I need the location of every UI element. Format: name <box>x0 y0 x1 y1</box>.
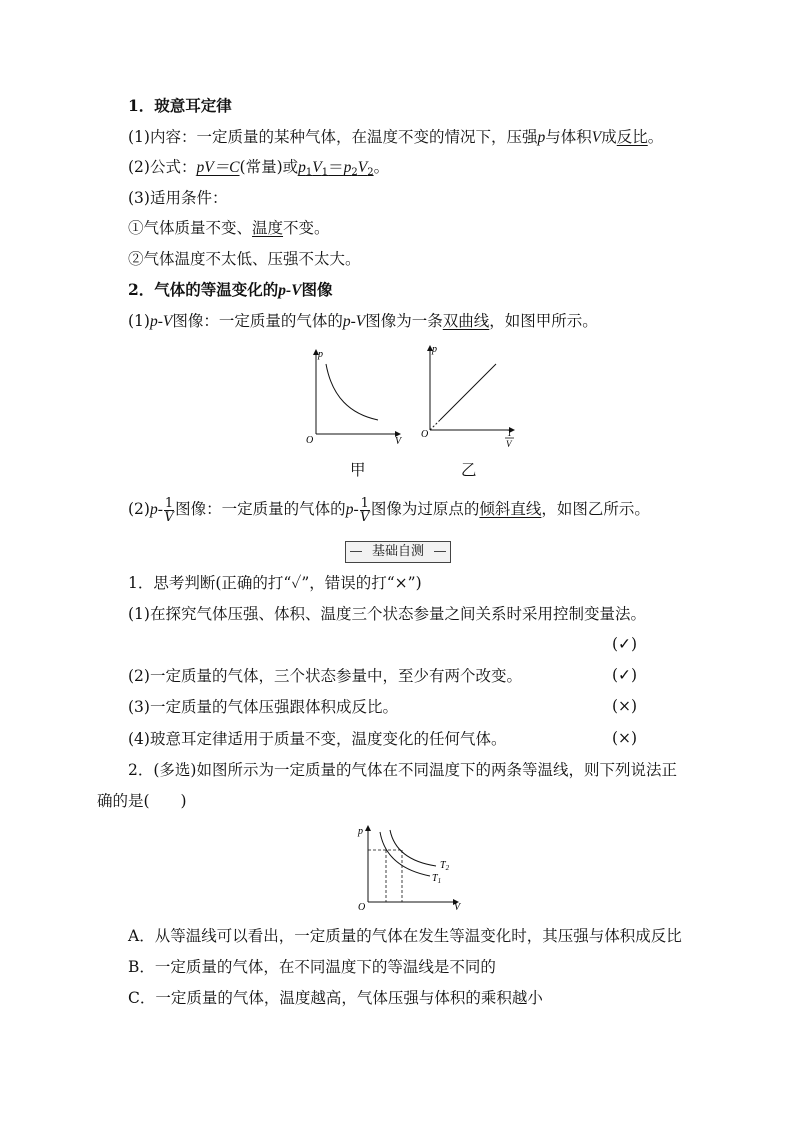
condition-2: ②气体温度不太低、压强不太大。 <box>128 250 361 268</box>
q1-item-3: (3)一定质量的气体压强跟体积成反比。 <box>128 698 398 716</box>
symbol-v: V <box>591 129 602 146</box>
frac-den: V <box>506 439 512 449</box>
cond1-b: 不变。 <box>283 219 330 237</box>
frac-num: 1 <box>360 495 369 511</box>
q1-item-1: (1)在探究气体压强、体积、温度三个状态参量之间关系时采用控制变量法。 <box>128 605 646 623</box>
graph-yi <box>418 340 528 452</box>
sym-v: V <box>357 159 368 176</box>
inv-graph-line <box>128 495 650 524</box>
section1-title: 1．玻意耳定律 <box>128 96 232 115</box>
formula-end: 。 <box>373 158 390 176</box>
formula-mid: (常量)或 <box>239 158 299 176</box>
answer-hyperbola: 双曲线 <box>442 312 490 330</box>
axis-v-label: V <box>454 902 461 912</box>
sub-2: 2 <box>367 167 374 178</box>
inv-d: ，如图乙所示。 <box>541 500 650 518</box>
option-a[interactable]: A．从等温线可以看出，一定质量的气体在发生等温变化时，其压强与体积成反比 <box>128 927 682 945</box>
extrapolation-dashed <box>430 420 440 430</box>
axis-p-label: p <box>358 826 363 837</box>
label-t1 <box>432 873 441 885</box>
label-t2 <box>440 860 450 872</box>
q2-stem-1: 2．(多选)如图所示为一定质量的气体在不同温度下的两条等温线，则下列说法正 <box>128 761 677 779</box>
s2-title-a: 2．气体的等温变化的 <box>128 280 279 299</box>
q1-mark-1: (✓) <box>612 635 638 653</box>
formula-pv-c: pV＝C <box>196 159 240 176</box>
q1-item-4: (4)玻意耳定律适用于质量不变，温度变化的任何气体。 <box>128 730 507 748</box>
inv-sym: p- <box>149 501 163 518</box>
answer-temperature: 温度 <box>252 219 284 237</box>
pv-b: 图像：一定质量的气体的 <box>172 312 343 330</box>
cond1-a: ①气体质量不变、 <box>128 219 253 237</box>
section-banner: 基础自测 <box>345 541 451 563</box>
graph-yi-label: 乙 <box>461 461 477 479</box>
frac-den: V <box>164 509 174 525</box>
content-mid: 与体积 <box>545 128 592 146</box>
sub-2: 2 <box>351 167 358 178</box>
frac-num: 1 <box>164 495 174 511</box>
conditions-title: (3)适用条件： <box>128 189 228 207</box>
pv-sym: p-V <box>149 313 173 330</box>
origin-label: O <box>306 435 314 446</box>
content-end: 。 <box>647 128 664 146</box>
formula-prefix: (2)公式： <box>128 158 197 176</box>
isotherm-graph <box>350 820 470 912</box>
isotherm-t2 <box>390 830 436 866</box>
s2-title-pv: p-V <box>278 282 302 299</box>
straight-line <box>440 364 496 420</box>
sym-p: p <box>343 159 352 176</box>
sym-v: V <box>312 159 322 176</box>
pv-a: (1) <box>128 312 150 330</box>
condition-1 <box>128 218 330 238</box>
fraction-1-over-v <box>164 497 174 524</box>
content-line <box>128 127 663 148</box>
fraction-1-over-v <box>360 497 370 524</box>
sub-1: 1 <box>305 167 313 178</box>
equals: ＝ <box>328 158 344 176</box>
axis-p-label: p <box>432 344 437 355</box>
q1-mark-2: (✓) <box>612 666 638 684</box>
q2-stem-2: 确的是( ) <box>97 792 187 810</box>
section2-title <box>128 280 333 301</box>
axis-v-label: V <box>395 436 402 447</box>
s2-title-b: 图像 <box>301 280 333 299</box>
pv-graph-line <box>128 311 598 332</box>
hyperbola-curve <box>326 364 378 420</box>
pv-c: 图像为一条 <box>365 312 443 330</box>
graph-jia <box>300 342 410 447</box>
t-sub: 1 <box>437 877 442 885</box>
formula-line <box>128 157 389 183</box>
answer-inverse-proportion: 反比 <box>616 128 648 146</box>
formula-p1v1-p2v2 <box>298 158 373 176</box>
q1-mark-4: (×) <box>612 729 638 747</box>
inv-a: (2) <box>128 500 150 518</box>
graph-jia-label: 甲 <box>350 461 366 479</box>
t-symbol: T <box>440 860 446 871</box>
symbol-p: p <box>537 129 546 146</box>
option-b[interactable]: B．一定质量的气体，在不同温度下的等温线是不同的 <box>128 958 496 976</box>
t-sub: 2 <box>445 864 450 872</box>
axis-p-label: p <box>318 349 323 360</box>
frac-den: V <box>360 509 370 525</box>
option-c[interactable]: C．一定质量的气体，温度越高，气体压强与体积的乘积越小 <box>128 989 543 1007</box>
frac-num: 1 <box>507 428 512 438</box>
q1-item-2: (2)一定质量的气体，三个状态参量中，至少有两个改变。 <box>128 667 522 685</box>
origin-label: O <box>358 902 366 912</box>
pv-sym: p-V <box>342 313 366 330</box>
answer-sloped-line: 倾斜直线 <box>479 500 542 518</box>
q1-mark-3: (×) <box>612 697 638 715</box>
content-pre: 成 <box>601 128 617 146</box>
inv-sym: p- <box>345 501 359 518</box>
pv-d: ，如图甲所示。 <box>489 312 598 330</box>
inv-b: 图像：一定质量的气体的 <box>175 500 346 518</box>
origin-label: O <box>421 429 429 440</box>
content-prefix: (1)内容：一定质量的某种气体，在温度不变的情况下，压强 <box>128 128 538 146</box>
q1-title: 1．思考判断(正确的打“✓”，错误的打“×”) <box>128 574 422 592</box>
t-symbol: T <box>432 873 438 884</box>
sym-p: p <box>298 159 306 176</box>
sub-1: 1 <box>321 167 329 178</box>
inv-c: 图像为过原点的 <box>370 500 480 518</box>
